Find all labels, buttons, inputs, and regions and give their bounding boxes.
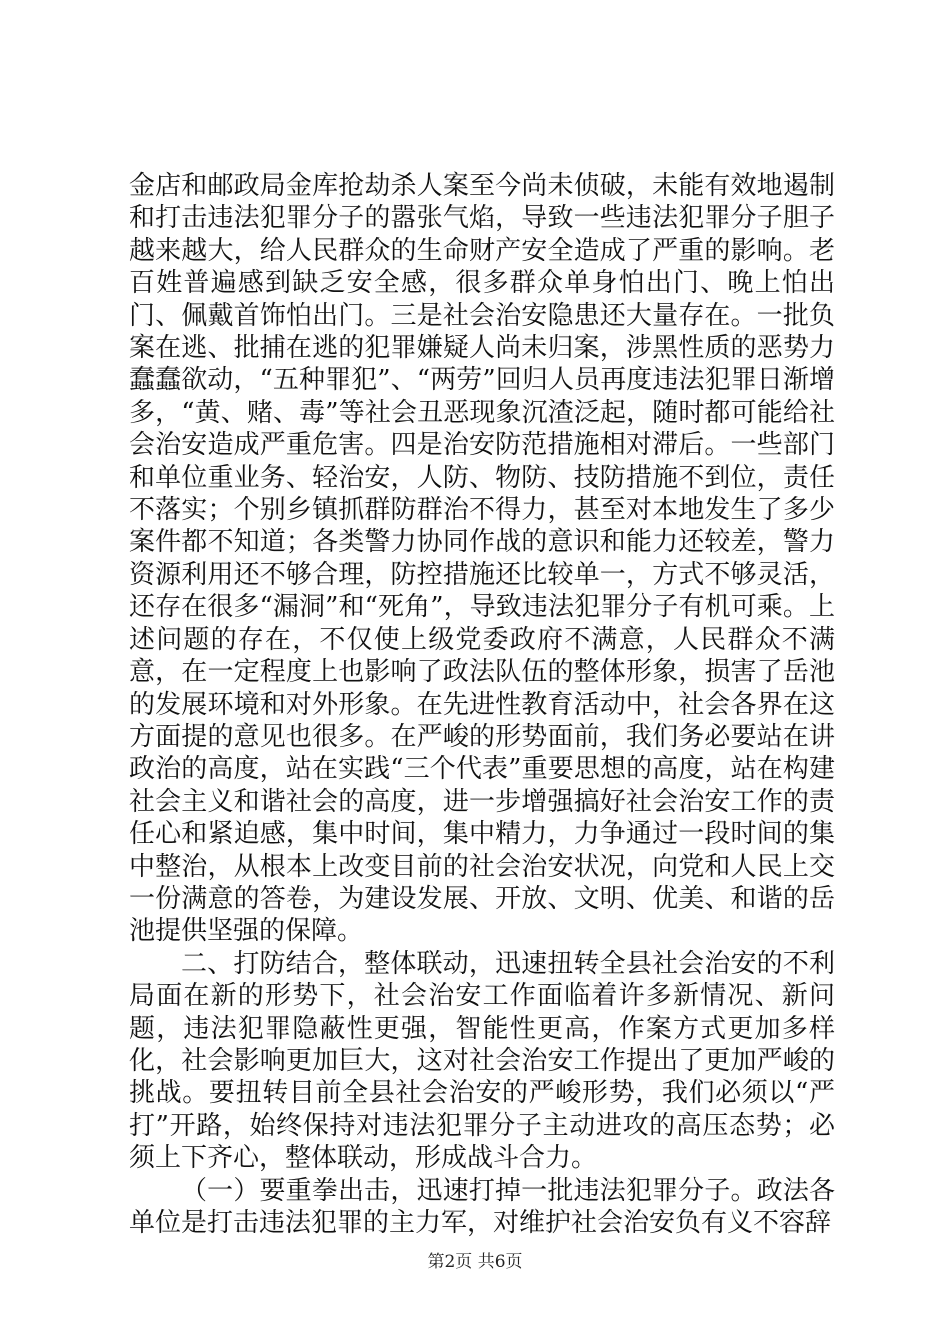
paragraph-continued: 金店和邮政局金库抢劫杀人案至今尚未侦破，未能有效地遏制和打击违法犯罪分子的嚣张气焰，导致一些违法犯罪分子胆子越来越大，给人民群众的生命财产安全造成了严重的影响。老百姓普遍感到缺乏安全感，很多群众单身怕出门、晚上怕出门、佩戴首饰怕出门。三是社会治安隐患还大量存在。一批负案在逃、批捕在逃的犯罪嫌疑人尚未归案，涉黑性质的恶势力蠢蠢欲动，“五种罪犯”、“两劳”回归人员再度违法犯罪日渐增多，“黄、赌、毒”等社会丑恶现象沉渣泛起，随时都可能给社会治安造成严重危害。四是治安防范措施相对滞后。一些部门和单位重业务、轻治安，人防、物防、技防措施不到位，责任不落实；个别乡镇抓群防群治不得力，甚至对本地发生了多少案件都不知道；各类警力协同作战的意识和能力还较差，警力资源利用还不够合理，防控措施还比较单一，方式不够灵活，还存在很多“漏洞”和“死角”，导致违法犯罪分子有机可乘。上述问题的存在，不仅使上级党委政府不满意，人民群众不满意，在一定程度上也影响了政法队伍的整体形象，损害了岳池的发展环境和对外形象。在先进性教育活动中，社会各界在这方面提的意见也很多。在严峻的形势面前，我们务必要站在讲政治的高度，站在实践“三个代表”重要思想的高度，站在构建社会主义和谐社会的高度，进一步增强搞好社会治安工作的责任心和紧迫感，集中时间，集中精力，力争通过一段时间的集中整治，从根本上改变目前的社会治安状况，向党和人民上交一份满意的答卷，为建设发展、开放、文明、优美、和谐的岳池提供坚强的保障。 <box>129 171 835 947</box>
paragraph-section-two: 二、打防结合，整体联动，迅速扭转全县社会治安的不利局面在新的形势下，社会治安工作面临着许多新情况、新问题，违法犯罪隐蔽性更强，智能性更高，作案方式更加多样化，社会影响更加巨大，这对社会治安工作提出了更加严峻的挑战。要扭转目前全县社会治安的严峻形势，我们必须以“严打”开路，始终保持对违法犯罪分子主动进攻的高压态势；必须上下齐心，整体联动，形成战斗合力。 <box>129 948 835 1174</box>
paragraph-subsection-one: （一）要重拳出击，迅速打掉一批违法犯罪分子。政法各单位是打击违法犯罪的主力军，对维护社会治安负有义不容辞 <box>129 1175 835 1238</box>
page-footer <box>0 1247 950 1272</box>
document-body <box>129 170 835 1239</box>
page-number: 第2页 共6页 <box>427 1252 523 1272</box>
